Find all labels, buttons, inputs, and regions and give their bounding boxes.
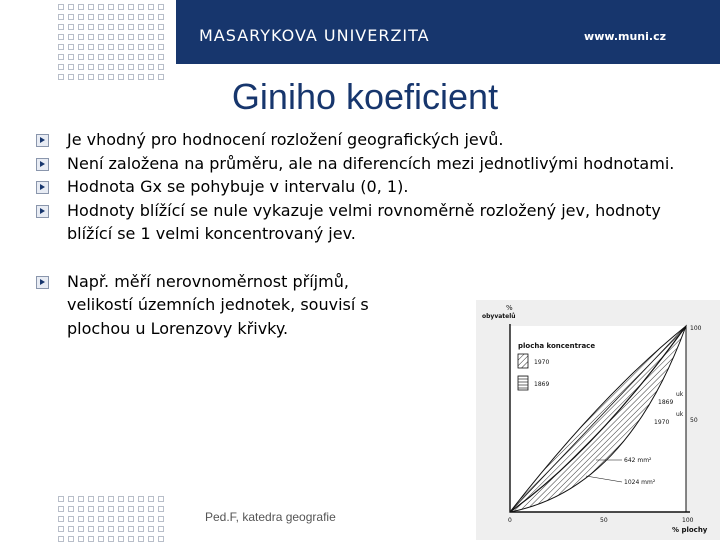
pattern-square bbox=[78, 34, 84, 40]
pattern-square bbox=[138, 496, 144, 502]
pattern-square bbox=[118, 44, 124, 50]
y-axis-unit: % bbox=[506, 304, 513, 312]
pattern-square bbox=[88, 4, 94, 10]
pattern-square bbox=[128, 44, 134, 50]
pattern-square bbox=[108, 64, 114, 70]
pattern-square bbox=[88, 14, 94, 20]
pattern-square bbox=[118, 506, 124, 512]
y-axis-label: obyvatelů bbox=[482, 313, 516, 320]
pattern-square bbox=[78, 536, 84, 542]
x-tick-label: 50 bbox=[600, 517, 608, 524]
pattern-square bbox=[58, 64, 64, 70]
pattern-square bbox=[78, 4, 84, 10]
pattern-square bbox=[148, 536, 154, 542]
pattern-square bbox=[148, 496, 154, 502]
pattern-square bbox=[148, 64, 154, 70]
y-tick-label: 50 bbox=[690, 417, 698, 424]
pattern-square bbox=[78, 516, 84, 522]
x-tick-label: 0 bbox=[508, 517, 512, 524]
pattern-square bbox=[88, 54, 94, 60]
pattern-square bbox=[98, 44, 104, 50]
pattern-square bbox=[58, 516, 64, 522]
pattern-square bbox=[68, 526, 74, 532]
pattern-square bbox=[98, 4, 104, 10]
pattern-square bbox=[118, 34, 124, 40]
pattern-square bbox=[138, 516, 144, 522]
pattern-square bbox=[138, 506, 144, 512]
pattern-square bbox=[58, 506, 64, 512]
area-label-1024: 1024 mm² bbox=[624, 479, 656, 486]
pattern-square bbox=[68, 516, 74, 522]
pattern-square bbox=[88, 34, 94, 40]
pattern-square bbox=[128, 506, 134, 512]
pattern-square bbox=[68, 54, 74, 60]
side-label: uk bbox=[676, 391, 684, 398]
pattern-square bbox=[138, 14, 144, 20]
pattern-square bbox=[58, 526, 64, 532]
university-name: MASARYKOVA UNIVERZITA bbox=[199, 26, 430, 45]
curve-label-1970: 1970 bbox=[654, 419, 670, 426]
pattern-square bbox=[118, 54, 124, 60]
pattern-square bbox=[138, 526, 144, 532]
pattern-square bbox=[108, 44, 114, 50]
pattern-square bbox=[98, 506, 104, 512]
pattern-square bbox=[98, 54, 104, 60]
pattern-square bbox=[98, 536, 104, 542]
x-axis-label: % plochy bbox=[672, 526, 708, 534]
bullet-text: Hodnota Gx se pohybuje v intervalu (0, 1). bbox=[67, 177, 409, 196]
pattern-square bbox=[148, 24, 154, 30]
pattern-square bbox=[138, 24, 144, 30]
pattern-square bbox=[138, 4, 144, 10]
university-url[interactable]: www.muni.cz bbox=[584, 30, 666, 43]
pattern-square bbox=[78, 14, 84, 20]
pattern-square bbox=[158, 536, 164, 542]
bullet-arrow-icon bbox=[36, 134, 49, 147]
bullet-arrow-icon bbox=[36, 181, 49, 194]
pattern-square bbox=[158, 54, 164, 60]
legend-item-1970: 1970 bbox=[534, 359, 550, 366]
pattern-square bbox=[158, 526, 164, 532]
x-tick-label: 100 bbox=[682, 517, 694, 524]
lorenz-curve-figure bbox=[476, 300, 720, 540]
pattern-square bbox=[88, 496, 94, 502]
bullet-text: Hodnoty blížící se nule vykazuje velmi rovnoměrně rozložený jev, hodnoty blížící se 1 velmi koncentrovaný jev. bbox=[67, 200, 661, 243]
pattern-square bbox=[98, 516, 104, 522]
pattern-square bbox=[158, 44, 164, 50]
pattern-square bbox=[128, 516, 134, 522]
bullet-item bbox=[36, 270, 387, 341]
footer-pattern bbox=[58, 496, 165, 543]
bullet-text: Např. měří nerovnoměrnost příjmů, velikostí územních jednotek, souvisí s plochou u Lorenzovy křivky. bbox=[67, 271, 369, 338]
curve-label-1869: 1869 bbox=[658, 399, 674, 406]
pattern-square bbox=[58, 536, 64, 542]
pattern-square bbox=[148, 506, 154, 512]
pattern-square bbox=[68, 4, 74, 10]
pattern-square bbox=[58, 496, 64, 502]
pattern-square bbox=[138, 34, 144, 40]
pattern-square bbox=[88, 44, 94, 50]
pattern-square bbox=[78, 24, 84, 30]
pattern-square bbox=[108, 536, 114, 542]
pattern-square bbox=[98, 496, 104, 502]
bullet-arrow-icon bbox=[36, 158, 49, 171]
pattern-square bbox=[88, 506, 94, 512]
pattern-square bbox=[118, 536, 124, 542]
pattern-square bbox=[148, 44, 154, 50]
pattern-square bbox=[128, 14, 134, 20]
bullet-item bbox=[36, 152, 676, 176]
pattern-square bbox=[138, 536, 144, 542]
pattern-square bbox=[128, 526, 134, 532]
bullet-item bbox=[36, 128, 676, 152]
pattern-square bbox=[108, 4, 114, 10]
pattern-square bbox=[128, 4, 134, 10]
pattern-square bbox=[118, 14, 124, 20]
pattern-square bbox=[158, 64, 164, 70]
pattern-square bbox=[88, 516, 94, 522]
pattern-square bbox=[108, 506, 114, 512]
pattern-square bbox=[118, 516, 124, 522]
pattern-square bbox=[118, 496, 124, 502]
pattern-square bbox=[68, 506, 74, 512]
pattern-square bbox=[58, 44, 64, 50]
pattern-square bbox=[68, 64, 74, 70]
bullet-item bbox=[36, 199, 676, 246]
bullet-arrow-icon bbox=[36, 205, 49, 218]
logo-pattern bbox=[0, 0, 176, 80]
legend-swatch-1970 bbox=[518, 354, 528, 368]
pattern-square bbox=[58, 24, 64, 30]
pattern-square bbox=[118, 4, 124, 10]
pattern-square bbox=[58, 54, 64, 60]
pattern-square bbox=[158, 24, 164, 30]
area-label-642: 642 mm² bbox=[624, 457, 652, 464]
pattern-square bbox=[128, 536, 134, 542]
pattern-square bbox=[158, 496, 164, 502]
pattern-square bbox=[118, 64, 124, 70]
pattern-square bbox=[98, 64, 104, 70]
pattern-square bbox=[108, 54, 114, 60]
pattern-square bbox=[68, 44, 74, 50]
pattern-square bbox=[128, 64, 134, 70]
pattern-square bbox=[128, 34, 134, 40]
pattern-square bbox=[88, 536, 94, 542]
pattern-square bbox=[118, 526, 124, 532]
pattern-square bbox=[148, 34, 154, 40]
bullet-item bbox=[36, 175, 676, 199]
pattern-square bbox=[78, 506, 84, 512]
legend-swatch-1869 bbox=[518, 376, 528, 390]
pattern-square bbox=[58, 34, 64, 40]
pattern-square bbox=[58, 14, 64, 20]
pattern-square bbox=[148, 14, 154, 20]
pattern-square bbox=[128, 496, 134, 502]
legend-title: plocha koncentrace bbox=[518, 342, 596, 350]
pattern-square bbox=[128, 24, 134, 30]
pattern-square bbox=[68, 496, 74, 502]
pattern-square bbox=[158, 14, 164, 20]
pattern-square bbox=[148, 516, 154, 522]
pattern-square bbox=[138, 54, 144, 60]
pattern-square bbox=[78, 54, 84, 60]
pattern-square bbox=[78, 526, 84, 532]
pattern-square bbox=[158, 4, 164, 10]
pattern-square bbox=[148, 54, 154, 60]
pattern-square bbox=[68, 24, 74, 30]
pattern-square bbox=[158, 506, 164, 512]
pattern-square bbox=[108, 496, 114, 502]
footer-text: Ped.F, katedra geografie bbox=[205, 510, 336, 524]
pattern-square bbox=[138, 64, 144, 70]
pattern-square bbox=[98, 526, 104, 532]
pattern-square bbox=[108, 526, 114, 532]
pattern-square bbox=[58, 4, 64, 10]
pattern-square bbox=[158, 516, 164, 522]
pattern-square bbox=[78, 64, 84, 70]
legend-item-1869: 1869 bbox=[534, 381, 550, 388]
pattern-square bbox=[88, 526, 94, 532]
pattern-square bbox=[78, 44, 84, 50]
pattern-square bbox=[148, 526, 154, 532]
pattern-square bbox=[108, 14, 114, 20]
pattern-square bbox=[108, 516, 114, 522]
pattern-square bbox=[138, 44, 144, 50]
pattern-square bbox=[88, 24, 94, 30]
pattern-square bbox=[108, 34, 114, 40]
pattern-square bbox=[98, 34, 104, 40]
bullet-arrow-icon bbox=[36, 276, 49, 289]
bullet-text: Je vhodný pro hodnocení rozložení geografických jevů. bbox=[67, 130, 504, 149]
pattern-square bbox=[78, 496, 84, 502]
bullet-text: Není založena na průměru, ale na diferencích mezi jednotlivými hodnotami. bbox=[67, 153, 675, 173]
pattern-square bbox=[108, 24, 114, 30]
pattern-square bbox=[148, 4, 154, 10]
pattern-square bbox=[118, 24, 124, 30]
slide-title: Giniho koeficient bbox=[231, 76, 499, 117]
side-label: uk bbox=[676, 411, 684, 418]
y-tick-label: 100 bbox=[690, 325, 702, 332]
pattern-square bbox=[98, 14, 104, 20]
pattern-square bbox=[128, 54, 134, 60]
pattern-square bbox=[98, 24, 104, 30]
pattern-square bbox=[68, 34, 74, 40]
pattern-square bbox=[158, 34, 164, 40]
pattern-square bbox=[68, 536, 74, 542]
pattern-square bbox=[88, 64, 94, 70]
pattern-square bbox=[68, 14, 74, 20]
